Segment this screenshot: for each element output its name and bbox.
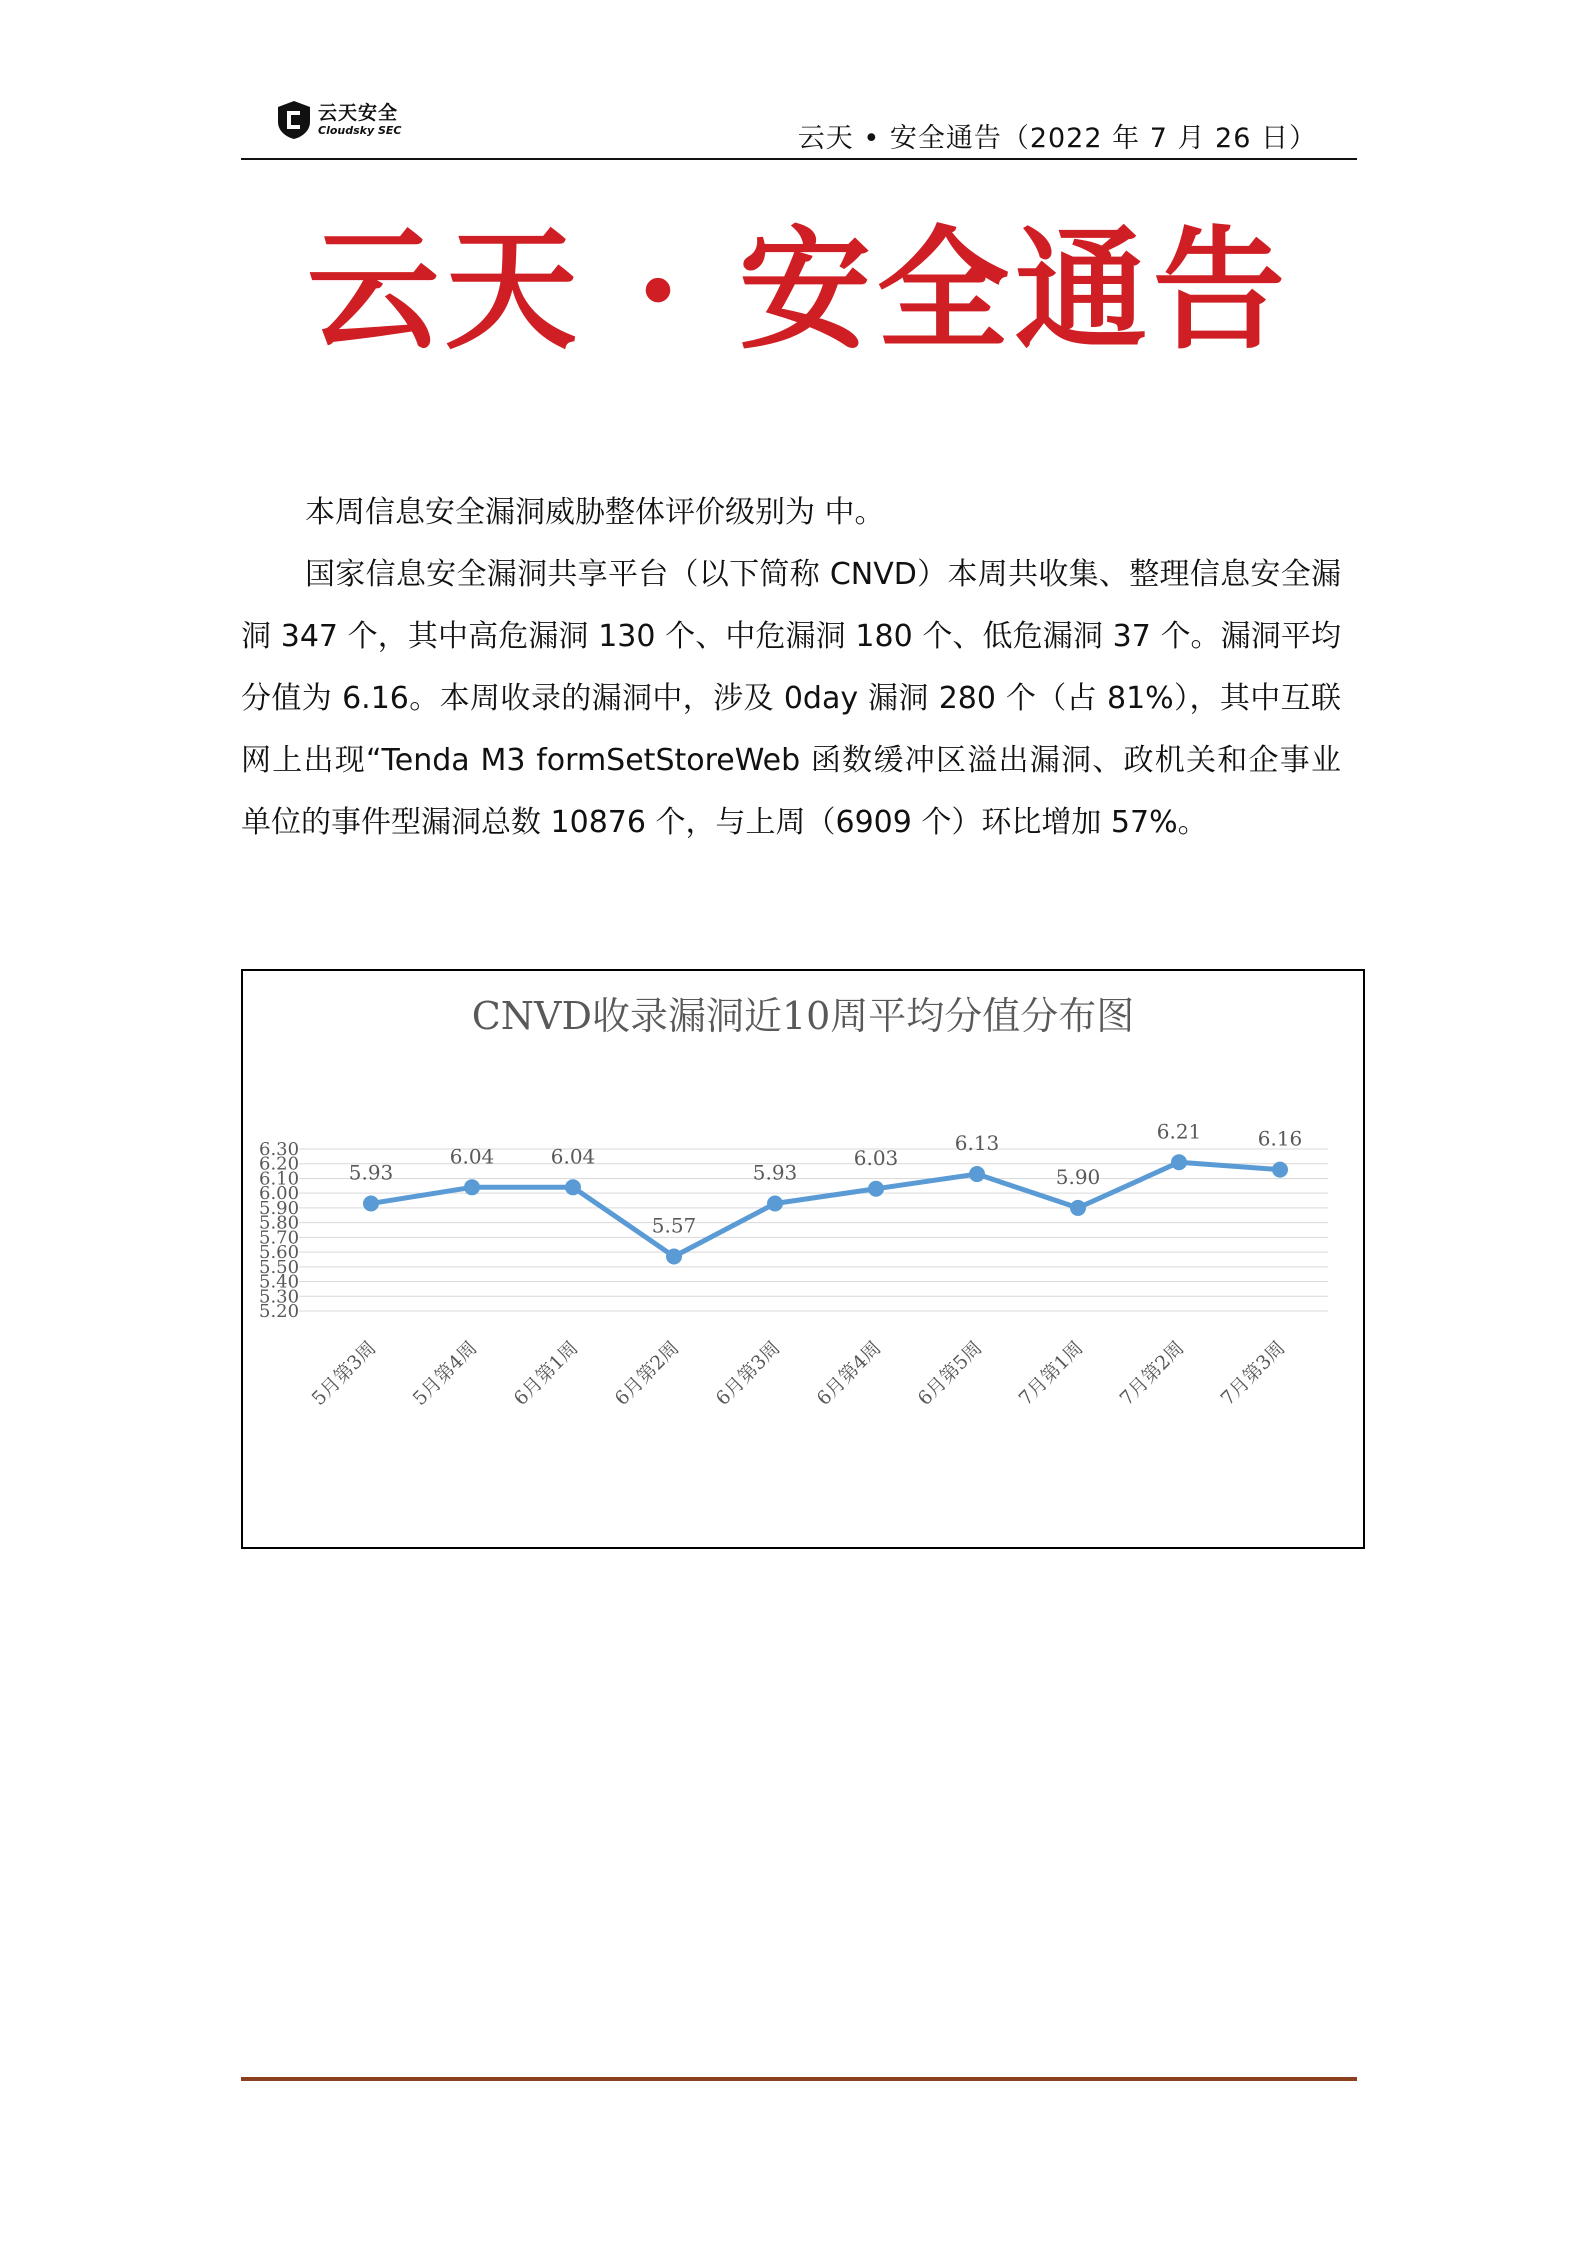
y-tick-label: 5.70 xyxy=(259,1227,300,1249)
y-tick-label: 5.20 xyxy=(259,1301,300,1322)
shield-logo-icon xyxy=(276,100,312,140)
x-tick-label: 7月第1周 xyxy=(1014,1336,1088,1410)
x-tick-label: 7月第2周 xyxy=(1115,1336,1189,1410)
logo-english-text: Cloudsky SEC xyxy=(318,124,402,137)
footer-divider xyxy=(241,2077,1357,2081)
y-tick-label: 5.50 xyxy=(259,1256,300,1278)
logo-chinese-text: 云天安全 xyxy=(318,102,399,124)
masthead-title: 云天 · 安全通告 xyxy=(307,213,1291,368)
data-label: 5.57 xyxy=(651,1213,697,1238)
header-title: 云天 • 安全通告（2022 年 7 月 26 日） xyxy=(797,123,1317,154)
data-point xyxy=(363,1195,379,1211)
data-point xyxy=(464,1179,480,1195)
y-tick-label: 5.30 xyxy=(259,1286,300,1308)
x-tick-label: 7月第3周 xyxy=(1216,1336,1290,1410)
x-tick-label: 5月第3周 xyxy=(307,1336,381,1410)
paragraph-cnvd-summary: 国家信息安全漏洞共享平台（以下简称 CNVD）本周共收集、整理信息安全漏洞 347 个，其中高危漏洞 130 个、中危漏洞 180 个、低危漏洞 37 个。漏洞平均分值为 6.16。本周收录的漏洞中，涉及 0day 漏洞 280 个（占 81%），其中互联网上出现“Tenda M3 formSetStoreWeb 函数缓冲区溢出漏洞、政机关和企事业单位的事件型漏洞总数 10876 个，与上周（6909 个）环比增加 57%。 xyxy=(241,557,1341,840)
x-tick-label: 6月第2周 xyxy=(610,1336,684,1410)
data-label: 5.93 xyxy=(348,1160,394,1185)
data-label: 5.93 xyxy=(752,1160,798,1185)
company-logo xyxy=(276,100,401,140)
y-tick-label: 5.60 xyxy=(259,1242,300,1264)
data-label: 6.03 xyxy=(853,1145,899,1170)
data-label: 6.13 xyxy=(954,1131,1000,1156)
series-line xyxy=(371,1162,1280,1256)
chart-title: CNVD收录漏洞近10周平均分值分布图 xyxy=(471,994,1135,1038)
data-label: 6.16 xyxy=(1257,1126,1303,1151)
data-label: 6.21 xyxy=(1156,1119,1202,1144)
data-point xyxy=(767,1195,783,1211)
data-point xyxy=(1272,1162,1288,1178)
data-point xyxy=(565,1179,581,1195)
x-tick-label: 6月第5周 xyxy=(913,1336,987,1410)
data-label: 6.04 xyxy=(550,1144,596,1169)
data-point xyxy=(1171,1154,1187,1170)
chart-container xyxy=(241,969,1365,1549)
data-point xyxy=(868,1181,884,1197)
header-divider xyxy=(241,158,1357,160)
bulletin-body xyxy=(241,482,1341,854)
paragraph-threat-level: 本周信息安全漏洞威胁整体评价级别为 中。 xyxy=(305,495,885,530)
y-tick-label: 6.20 xyxy=(259,1153,300,1175)
data-label: 6.04 xyxy=(449,1144,495,1169)
y-tick-label: 6.00 xyxy=(259,1183,300,1205)
data-point xyxy=(666,1249,682,1265)
x-tick-label: 6月第4周 xyxy=(812,1336,886,1410)
y-tick-label: 6.10 xyxy=(259,1168,300,1190)
data-point xyxy=(969,1166,985,1182)
page-header xyxy=(241,96,1357,160)
x-tick-label: 5月第4周 xyxy=(408,1336,482,1410)
y-tick-label: 6.30 xyxy=(259,1139,300,1160)
x-tick-label: 6月第3周 xyxy=(711,1336,785,1410)
data-point xyxy=(1070,1200,1086,1216)
line-chart xyxy=(243,971,1363,1547)
data-label: 5.90 xyxy=(1055,1164,1101,1189)
y-tick-label: 5.40 xyxy=(259,1271,300,1293)
y-tick-label: 5.80 xyxy=(259,1212,300,1234)
x-tick-label: 6月第1周 xyxy=(509,1336,583,1410)
y-tick-label: 5.90 xyxy=(259,1197,300,1219)
